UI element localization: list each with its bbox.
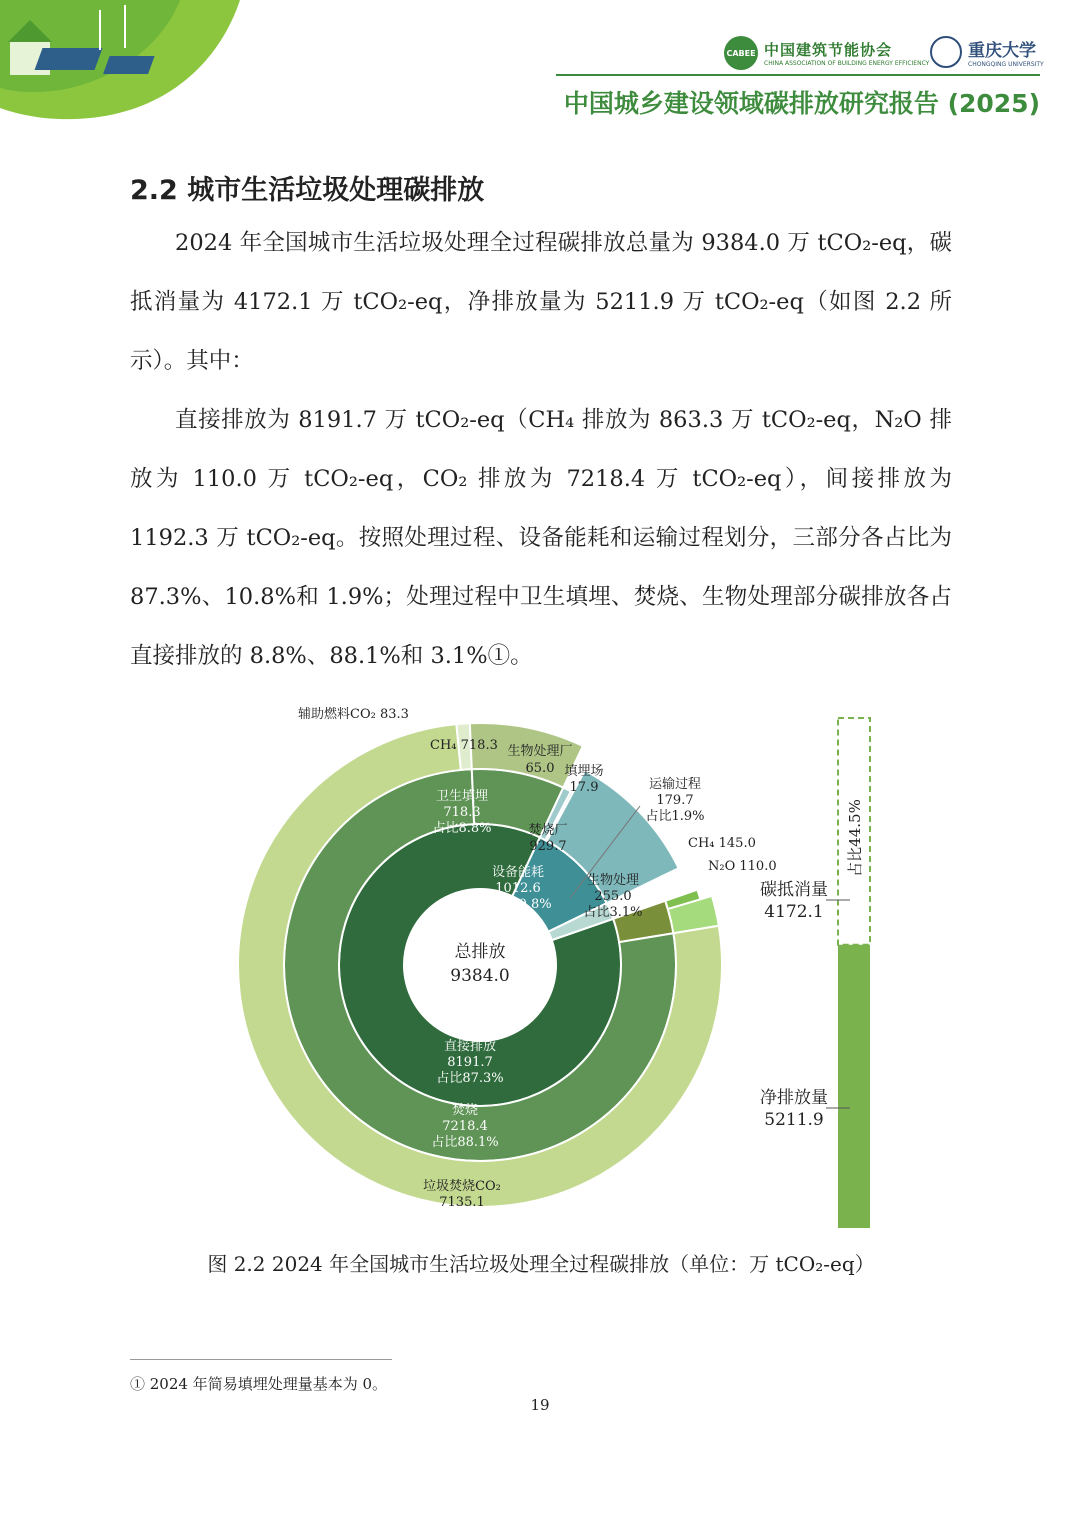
footnote-divider: [130, 1359, 392, 1360]
center-value: 9384.0: [450, 966, 510, 986]
label-direct-share: 占比87.3%: [436, 1071, 504, 1086]
label-equipment-value: 1012.6: [495, 881, 541, 896]
label-bio: 生物处理: [586, 873, 640, 888]
label-offset-share: 占比44.5%: [846, 799, 864, 877]
label-transport: 运输过程: [648, 777, 702, 792]
label-landfill-value: 718.3: [443, 805, 481, 820]
label-net: 净排放量: [760, 1088, 828, 1108]
footnote: ① 2024 年简易填埋处理量基本为 0。: [130, 1375, 388, 1393]
paragraph-2-text: 直接排放为 8191.7 万 tCO₂-eq（CH₄ 排放为 863.3 万 tCO₂-eq，N₂O 排放为 110.0 万 tCO₂-eq，CO₂ 排放为 7218.4 万 tCO₂-eq），间接排放为 1192.3 万 tCO₂-eq。按照处理过程、设备能耗和运输过程划分，三部分各占比为 87.3%、10.8%和 1.9%；处理过程中卫生填埋、焚烧、生物处理部分碳排放各占直接排放的 8.8%、88.1%和 3.1%①。: [130, 407, 952, 669]
org1-name-cn: 中国建筑节能协会: [764, 41, 893, 59]
paragraph-1-text: 2024 年全国城市生活垃圾处理全过程碳排放总量为 9384.0 万 tCO₂-eq，碳抵消量为 4172.1 万 tCO₂-eq，净排放量为 5211.9 万 tCO₂-eq（如图 2.2 所示）。其中：: [130, 230, 952, 374]
label-equipment-share: 占比10.8%: [484, 897, 552, 912]
label-offset-value: 4172.1: [764, 902, 824, 922]
label-incineration-plant: 焚烧厂: [528, 823, 568, 838]
label-transport-value: 179.7: [656, 793, 694, 808]
label-ch4-bio: CH₄ 145.0: [688, 836, 756, 851]
page-number: 19: [530, 1396, 550, 1414]
label-landfill-share: 占比8.8%: [432, 821, 492, 836]
cabee-emblem-text: CABEE: [726, 48, 756, 58]
label-direct-value: 8191.7: [447, 1055, 493, 1070]
org1-name-en: CHINA ASSOCIATION OF BUILDING ENERGY EFFICIENCY: [764, 60, 930, 67]
label-bioplant: 生物处理厂: [507, 744, 573, 759]
label-bio-value: 255.0: [594, 889, 632, 904]
org2-name-cn: 重庆大学: [968, 41, 1036, 61]
label-waste-co2-value: 7135.1: [439, 1195, 485, 1210]
label-offset: 碳抵消量: [760, 880, 828, 900]
label-landfill-site-value: 17.9: [569, 780, 599, 795]
label-incineration-plant-value: 929.7: [529, 839, 567, 854]
label-landfill-site: 填埋场: [564, 764, 604, 779]
bar-net-segment: [838, 945, 870, 1228]
label-waste-co2: 垃圾焚烧CO₂: [423, 1179, 501, 1194]
label-equipment: 设备能耗: [491, 865, 545, 880]
center-label: 总排放: [454, 942, 506, 962]
label-aux-fuel-co2: 辅助燃料CO₂ 83.3: [298, 707, 409, 722]
label-bioplant-value: 65.0: [525, 761, 555, 776]
section-title: 2.2 城市生活垃圾处理碳排放: [130, 175, 485, 206]
label-transport-share: 占比1.9%: [645, 809, 705, 824]
label-incineration: 焚烧: [451, 1103, 479, 1118]
label-net-value: 5211.9: [764, 1110, 824, 1130]
label-ch4-landfill: CH₄ 718.3: [430, 738, 498, 753]
label-incineration-value: 7218.4: [442, 1119, 488, 1134]
label-landfill: 卫生填埋: [435, 789, 489, 804]
label-bio-share: 占比3.1%: [583, 905, 643, 920]
org2-name-en: CHONGQING UNIVERSITY: [968, 61, 1044, 68]
label-direct: 直接排放: [443, 1039, 497, 1054]
label-n2o: N₂O 110.0: [708, 859, 777, 874]
figure-caption: 图 2.2 2024 年全国城市生活垃圾处理全过程碳排放（单位：万 tCO₂-eq）: [207, 1252, 875, 1276]
report-title: 中国城乡建设领域碳排放研究报告 (2025): [563, 89, 1040, 118]
label-incineration-share: 占比88.1%: [431, 1135, 499, 1150]
